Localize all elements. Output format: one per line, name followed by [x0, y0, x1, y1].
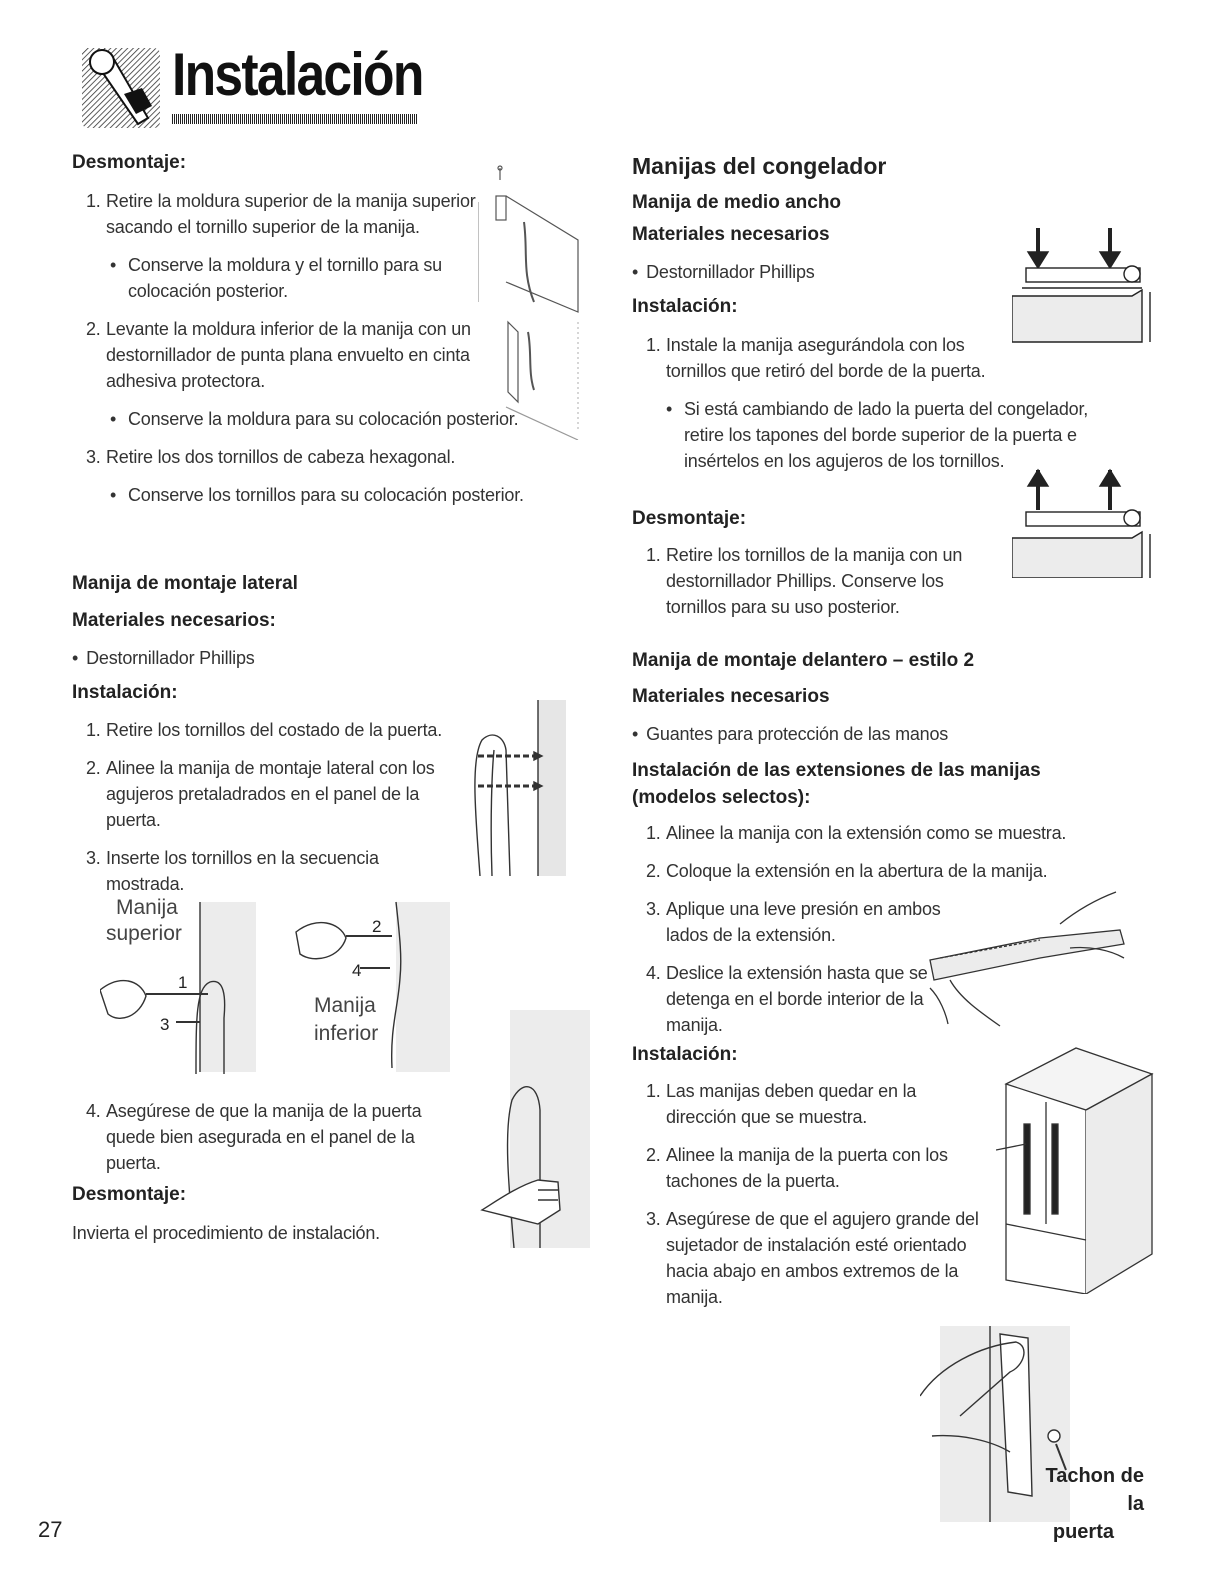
materiales-item: • Destornillador Phillips — [72, 648, 255, 668]
desmontaje-step-3-bullet: • Conserve los tornillos para su colocación posterior. — [110, 485, 524, 505]
sequence-number-2: 2 — [372, 917, 382, 936]
tachon-label: Tachon de la puerta — [1045, 1465, 1144, 1543]
instalacion-step-4: 4. Asegúrese de que la manija de la puerta quede bien asegurada en el panel de la puerta. — [86, 1101, 422, 1173]
inst2-step-2: 2. Alinee la manija de la puerta con los tachones de la puerta. — [646, 1145, 948, 1191]
instalacion2-steps — [632, 1078, 979, 1310]
instalacion2-heading: Instalación: — [632, 1044, 738, 1065]
desmontaje-step-right: 1. Retire los tornillos de la manija con un destornillador Phillips. Conserve los tornillos para su uso posterior. — [646, 545, 963, 617]
instalacion-heading: Instalación: — [72, 682, 178, 703]
desmontaje-step-1-bullet: • Conserve la moldura y el tornillo para su colocación posterior. — [110, 255, 442, 301]
sequence-number-4: 4 — [352, 961, 362, 980]
screw-sequence-illustration — [100, 898, 470, 1078]
inst2-step-1: 1. Las manijas deben quedar en la dirección que se muestra. — [646, 1081, 917, 1127]
materiales2-heading: Materiales necesarios — [632, 686, 830, 707]
instalacion-steps — [72, 717, 472, 897]
desmontaje-step-2: 2. Levante la moldura inferior de la manija con un destornillador de punta plana envuelto en cinta adhesiva protectora. — [86, 319, 471, 391]
title-underline — [172, 114, 418, 124]
materiales-item-right: • Destornillador Phillips — [632, 262, 815, 282]
refrigerator-illustration — [996, 1044, 1156, 1294]
ext-step-4: 4. Deslice la extensión hasta que se detenga en el borde interior de la manija. — [646, 963, 928, 1035]
extensiones-heading-line2: (modelos selectos): — [632, 787, 811, 808]
freezer-handle-install-illustration — [1012, 222, 1158, 344]
desmontaje-step-2-bullet: • Conserve la moldura para su colocación posterior. — [110, 409, 519, 429]
sequence-number-1: 1 — [178, 973, 188, 992]
delantero-heading: Manija de montaje delantero – estilo 2 — [632, 650, 975, 671]
inst2-step-3: 3. Asegúrese de que el agujero grande del sujetador de instalación esté orientado hacia abajo en ambos extremos de la manija. — [646, 1209, 979, 1307]
desmontaje-step-1: 1. Retire la moldura superior de la manija superior sacando el tornillo superior de la manija. — [86, 191, 476, 237]
sequence-number-3: 3 — [160, 1015, 170, 1034]
instalacion-step-3: 3. Inserte los tornillos en la secuencia mostrada. — [86, 848, 379, 894]
right-main-heading: Manijas del congelador — [632, 153, 887, 179]
handle-extension-illustration — [920, 888, 1134, 1028]
extensiones-heading-line1: Instalación de las extensiones de las manijas — [632, 760, 1041, 781]
page-title: Instalación — [172, 41, 423, 108]
desmontaje-step-3: 3. Retire los dos tornillos de cabeza hexagonal. — [86, 447, 456, 467]
instalacion-heading-right: Instalación: — [632, 296, 738, 317]
ext-step-3: 3. Aplique una leve presión en ambos lados de la extensión. — [646, 899, 941, 945]
ext-step-1: 1. Alinee la manija con la extensión como se muestra. — [646, 823, 1067, 843]
materiales-heading-right: Materiales necesarios — [632, 224, 830, 245]
desmontaje-steps — [72, 188, 542, 508]
instalacion-step-2: 2. Alinee la manija de montaje lateral con los agujeros pretaladrados en el panel de la puerta. — [86, 758, 435, 830]
medio-ancho-heading: Manija de medio ancho — [632, 192, 842, 213]
page-number: 27 — [38, 1517, 63, 1542]
header-icon — [82, 48, 160, 128]
lower-handle-label-line2: inferior — [314, 1022, 379, 1045]
lower-handle-label-line1: Manija — [314, 994, 376, 1017]
desmontaje2-text: Invierta el procedimiento de instalación. — [72, 1223, 380, 1243]
desmontaje-heading: Desmontaje: — [72, 152, 187, 173]
hand-handle-illustration — [478, 1010, 590, 1248]
desmontaje-heading-right: Desmontaje: — [632, 508, 747, 529]
instalacion-step-1: 1. Retire los tornillos del costado de la puerta. — [86, 720, 442, 740]
instalacion-bullet-right: • Si está cambiando de lado la puerta del congelador, retire los tapones del borde superior de la puerta e insértelos en los agujeros de los tornillos. — [666, 399, 1089, 471]
materiales-heading: Materiales necesarios: — [72, 610, 276, 631]
trim-removal-illustration — [478, 162, 588, 440]
ext-step-2: 2. Coloque la extensión en la abertura de la manija. — [646, 861, 1048, 881]
desmontaje2-heading: Desmontaje: — [72, 1184, 187, 1205]
freezer-handle-removal-illustration — [1012, 462, 1158, 578]
upper-handle-label-line1: Manija — [116, 898, 178, 919]
materiales2-item: • Guantes para protección de las manos — [632, 724, 949, 744]
upper-handle-label-line2: superior — [106, 922, 182, 945]
side-mount-handle-illustration — [470, 700, 566, 876]
lateral-heading: Manija de montaje lateral — [72, 573, 298, 594]
instalacion-step-right: 1. Instale la manija asegurándola con los tornillos que retiró del borde de la puerta. — [646, 335, 986, 381]
